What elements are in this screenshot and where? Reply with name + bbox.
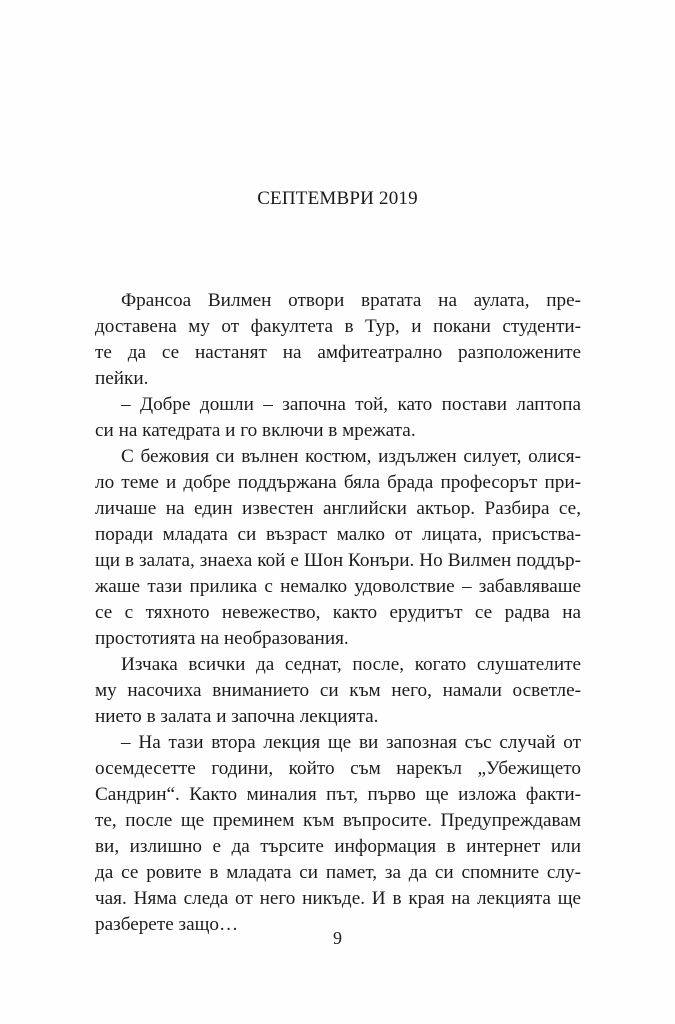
text-line: му насочиха вниманието си към него, намали осветле- <box>95 680 581 701</box>
paragraph <box>95 730 581 938</box>
text-line: Изчака всички да седнат, после, когато слушателите <box>121 654 581 675</box>
paragraph <box>95 652 581 730</box>
text-line: ло теме и добре поддържана бяла брада професорът при- <box>95 472 581 493</box>
text-line: Франсоа Вилмен отвори вратата на аулата, пре- <box>121 290 581 311</box>
text-line: ви, излишно е да търсите информация в интернет или <box>95 836 581 857</box>
text-line: те да се настанят на амфитеатрално разположените <box>95 342 581 363</box>
body-text <box>95 288 581 938</box>
text-line: пейки. <box>95 368 149 389</box>
text-line: С бежовия си вълнен костюм, издължен силует, олися- <box>121 446 581 467</box>
text-line: си на катедрата и го включи в мрежата. <box>95 420 416 441</box>
text-line: простотията на необразования. <box>95 628 349 649</box>
text-line: се с тяхното невежество, както ерудитът се радва на <box>95 602 581 623</box>
text-line: разберете защо… <box>95 914 239 935</box>
text-line: нието в залата и започна лекцията. <box>95 706 379 727</box>
text-line: – На тази втора лекция ще ви запозная със случай от <box>121 732 581 753</box>
text-line: поради младата си възраст малко от лицата, присъства- <box>95 524 581 545</box>
paragraph <box>95 392 581 444</box>
page-number: 9 <box>333 928 342 948</box>
chapter-title: СЕПТЕМВРИ 2019 <box>257 188 418 209</box>
text-line: – Добре дошли – започна той, като постави лаптопа <box>121 394 581 415</box>
text-line: личаше на един известен английски актьор. Разбира се, <box>95 498 581 519</box>
paragraph <box>95 444 581 652</box>
text-line: доставена му от факултета в Тур, и покани студенти- <box>95 316 581 337</box>
text-line: да се ровите в младата си памет, за да си спомните слу- <box>95 862 581 883</box>
text-line: Сандрин“. Както миналия път, първо ще изложа факти- <box>95 784 581 805</box>
text-line: чая. Няма следа от него никъде. И в края на лекцията ще <box>95 888 581 909</box>
text-line: жаше тази прилика с немалко удоволствие – забавляваше <box>95 576 581 597</box>
text-line: осемдесетте години, който съм нарекъл „Убежището <box>95 758 581 779</box>
paragraph <box>95 288 581 392</box>
text-line: щи в залата, знаеха кой е Шон Конъри. Но Вилмен поддър- <box>95 550 581 571</box>
text-line: те, после ще преминем към въпросите. Предупреждавам <box>95 810 581 831</box>
